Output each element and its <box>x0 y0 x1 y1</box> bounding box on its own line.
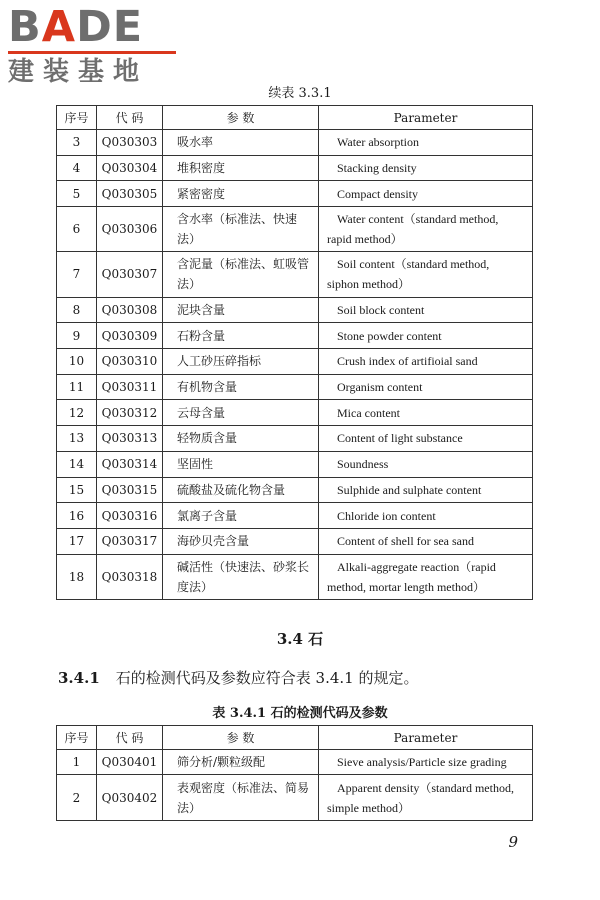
header-no: 序号 <box>57 726 97 750</box>
table-row <box>57 400 533 426</box>
table-row <box>57 130 533 156</box>
row-parameter-cn: 紧密密度 <box>163 181 319 207</box>
table-row <box>57 155 533 181</box>
row-number: 7 <box>57 252 97 297</box>
table-row <box>57 207 533 252</box>
table-row <box>57 477 533 503</box>
row-code: Q030402 <box>97 775 163 821</box>
row-parameter-cn: 人工砂压碎指标 <box>163 349 319 375</box>
table-row <box>57 252 533 297</box>
row-parameter-en: Stone powder content <box>319 323 533 349</box>
header-param: 参 数 <box>163 726 319 750</box>
bade-logo <box>8 4 183 87</box>
row-code: Q030309 <box>97 323 163 349</box>
row-parameter-en: Apparent density（standard method, simple method） <box>319 775 533 821</box>
table-row <box>57 349 533 375</box>
row-parameter-cn: 吸水率 <box>163 130 319 156</box>
table-row <box>57 528 533 554</box>
table-header-row <box>57 106 533 130</box>
header-code: 代 码 <box>97 106 163 130</box>
row-number: 3 <box>57 130 97 156</box>
row-parameter-cn: 表观密度（标准法、简易法） <box>163 775 319 821</box>
row-parameter-cn: 轻物质含量 <box>163 426 319 452</box>
row-number: 16 <box>57 503 97 529</box>
row-parameter-cn: 石粉含量 <box>163 323 319 349</box>
header-no: 序号 <box>57 106 97 130</box>
row-parameter-en: Soil block content <box>319 297 533 323</box>
row-parameter-en: Sulphide and sulphate content <box>319 477 533 503</box>
table-row <box>57 181 533 207</box>
stone-code-table <box>56 725 533 821</box>
clause-number: 3.4.1 <box>58 669 100 687</box>
row-code: Q030306 <box>97 207 163 252</box>
row-parameter-en: Alkali-aggregate reaction（rapid method, mortar length method） <box>319 554 533 599</box>
row-parameter-cn: 筛分析/颗粒级配 <box>163 750 319 775</box>
table-row <box>57 775 533 821</box>
row-code: Q030303 <box>97 130 163 156</box>
row-parameter-cn: 氯离子含量 <box>163 503 319 529</box>
row-parameter-en: Crush index of artifioial sand <box>319 349 533 375</box>
table-header-row <box>57 726 533 750</box>
row-code: Q030311 <box>97 374 163 400</box>
row-number: 2 <box>57 775 97 821</box>
row-parameter-cn: 有机物含量 <box>163 374 319 400</box>
row-parameter-cn: 碱活性（快速法、砂浆长度法） <box>163 554 319 599</box>
row-parameter-en: Chloride ion content <box>319 503 533 529</box>
row-parameter-en: Soil content（standard method, siphon method） <box>319 252 533 297</box>
row-code: Q030318 <box>97 554 163 599</box>
row-parameter-cn: 海砂贝壳含量 <box>163 528 319 554</box>
header-parameter-en: Parameter <box>319 726 533 750</box>
row-parameter-cn: 含水率（标准法、快速法） <box>163 207 319 252</box>
table-row <box>57 297 533 323</box>
row-number: 10 <box>57 349 97 375</box>
code-table-continued <box>56 105 533 600</box>
row-parameter-en: Mica content <box>319 400 533 426</box>
row-number: 11 <box>57 374 97 400</box>
row-code: Q030317 <box>97 528 163 554</box>
row-number: 14 <box>57 451 97 477</box>
page-number: 9 <box>508 833 518 851</box>
table-caption: 表 3.4.1 石的检测代码及参数 <box>212 706 388 721</box>
row-parameter-en: Content of light substance <box>319 426 533 452</box>
row-parameter-cn: 堆积密度 <box>163 155 319 181</box>
clause-paragraph <box>58 667 418 688</box>
row-number: 1 <box>57 750 97 775</box>
row-code: Q030308 <box>97 297 163 323</box>
row-number: 12 <box>57 400 97 426</box>
table-row <box>57 374 533 400</box>
row-parameter-en: Stacking density <box>319 155 533 181</box>
header-code: 代 码 <box>97 726 163 750</box>
logo-brand: BADE <box>8 2 144 52</box>
row-parameter-en: Sieve analysis/Particle size grading <box>319 750 533 775</box>
row-parameter-cn: 含泥量（标准法、虹吸管法） <box>163 252 319 297</box>
table-row <box>57 451 533 477</box>
row-parameter-cn: 云母含量 <box>163 400 319 426</box>
table-caption: 续表 3.3.1 <box>268 86 332 101</box>
row-code: Q030401 <box>97 750 163 775</box>
logo-subtitle: 建装基地 <box>8 57 149 87</box>
row-number: 18 <box>57 554 97 599</box>
row-parameter-en: Compact density <box>319 181 533 207</box>
row-parameter-en: Organism content <box>319 374 533 400</box>
header-parameter-en: Parameter <box>319 106 533 130</box>
row-number: 5 <box>57 181 97 207</box>
row-parameter-cn: 泥块含量 <box>163 297 319 323</box>
row-number: 15 <box>57 477 97 503</box>
row-number: 17 <box>57 528 97 554</box>
row-number: 13 <box>57 426 97 452</box>
table-row <box>57 503 533 529</box>
row-code: Q030314 <box>97 451 163 477</box>
row-code: Q030313 <box>97 426 163 452</box>
table-row <box>57 426 533 452</box>
row-parameter-en: Soundness <box>319 451 533 477</box>
row-number: 4 <box>57 155 97 181</box>
row-parameter-cn: 坚固性 <box>163 451 319 477</box>
table-row <box>57 554 533 599</box>
row-parameter-en: Water absorption <box>319 130 533 156</box>
row-parameter-en: Water content（standard method, rapid method） <box>319 207 533 252</box>
section-title: 3.4 石 <box>276 630 324 648</box>
table-row <box>57 323 533 349</box>
header-param: 参 数 <box>163 106 319 130</box>
row-number: 9 <box>57 323 97 349</box>
row-parameter-cn: 硫酸盐及硫化物含量 <box>163 477 319 503</box>
row-code: Q030304 <box>97 155 163 181</box>
row-number: 8 <box>57 297 97 323</box>
row-code: Q030316 <box>97 503 163 529</box>
row-code: Q030312 <box>97 400 163 426</box>
clause-text: 石的检测代码及参数应符合表 3.4.1 的规定。 <box>115 669 419 687</box>
row-code: Q030305 <box>97 181 163 207</box>
row-code: Q030310 <box>97 349 163 375</box>
row-code: Q030315 <box>97 477 163 503</box>
row-parameter-en: Content of shell for sea sand <box>319 528 533 554</box>
table-row <box>57 750 533 775</box>
row-number: 6 <box>57 207 97 252</box>
row-code: Q030307 <box>97 252 163 297</box>
